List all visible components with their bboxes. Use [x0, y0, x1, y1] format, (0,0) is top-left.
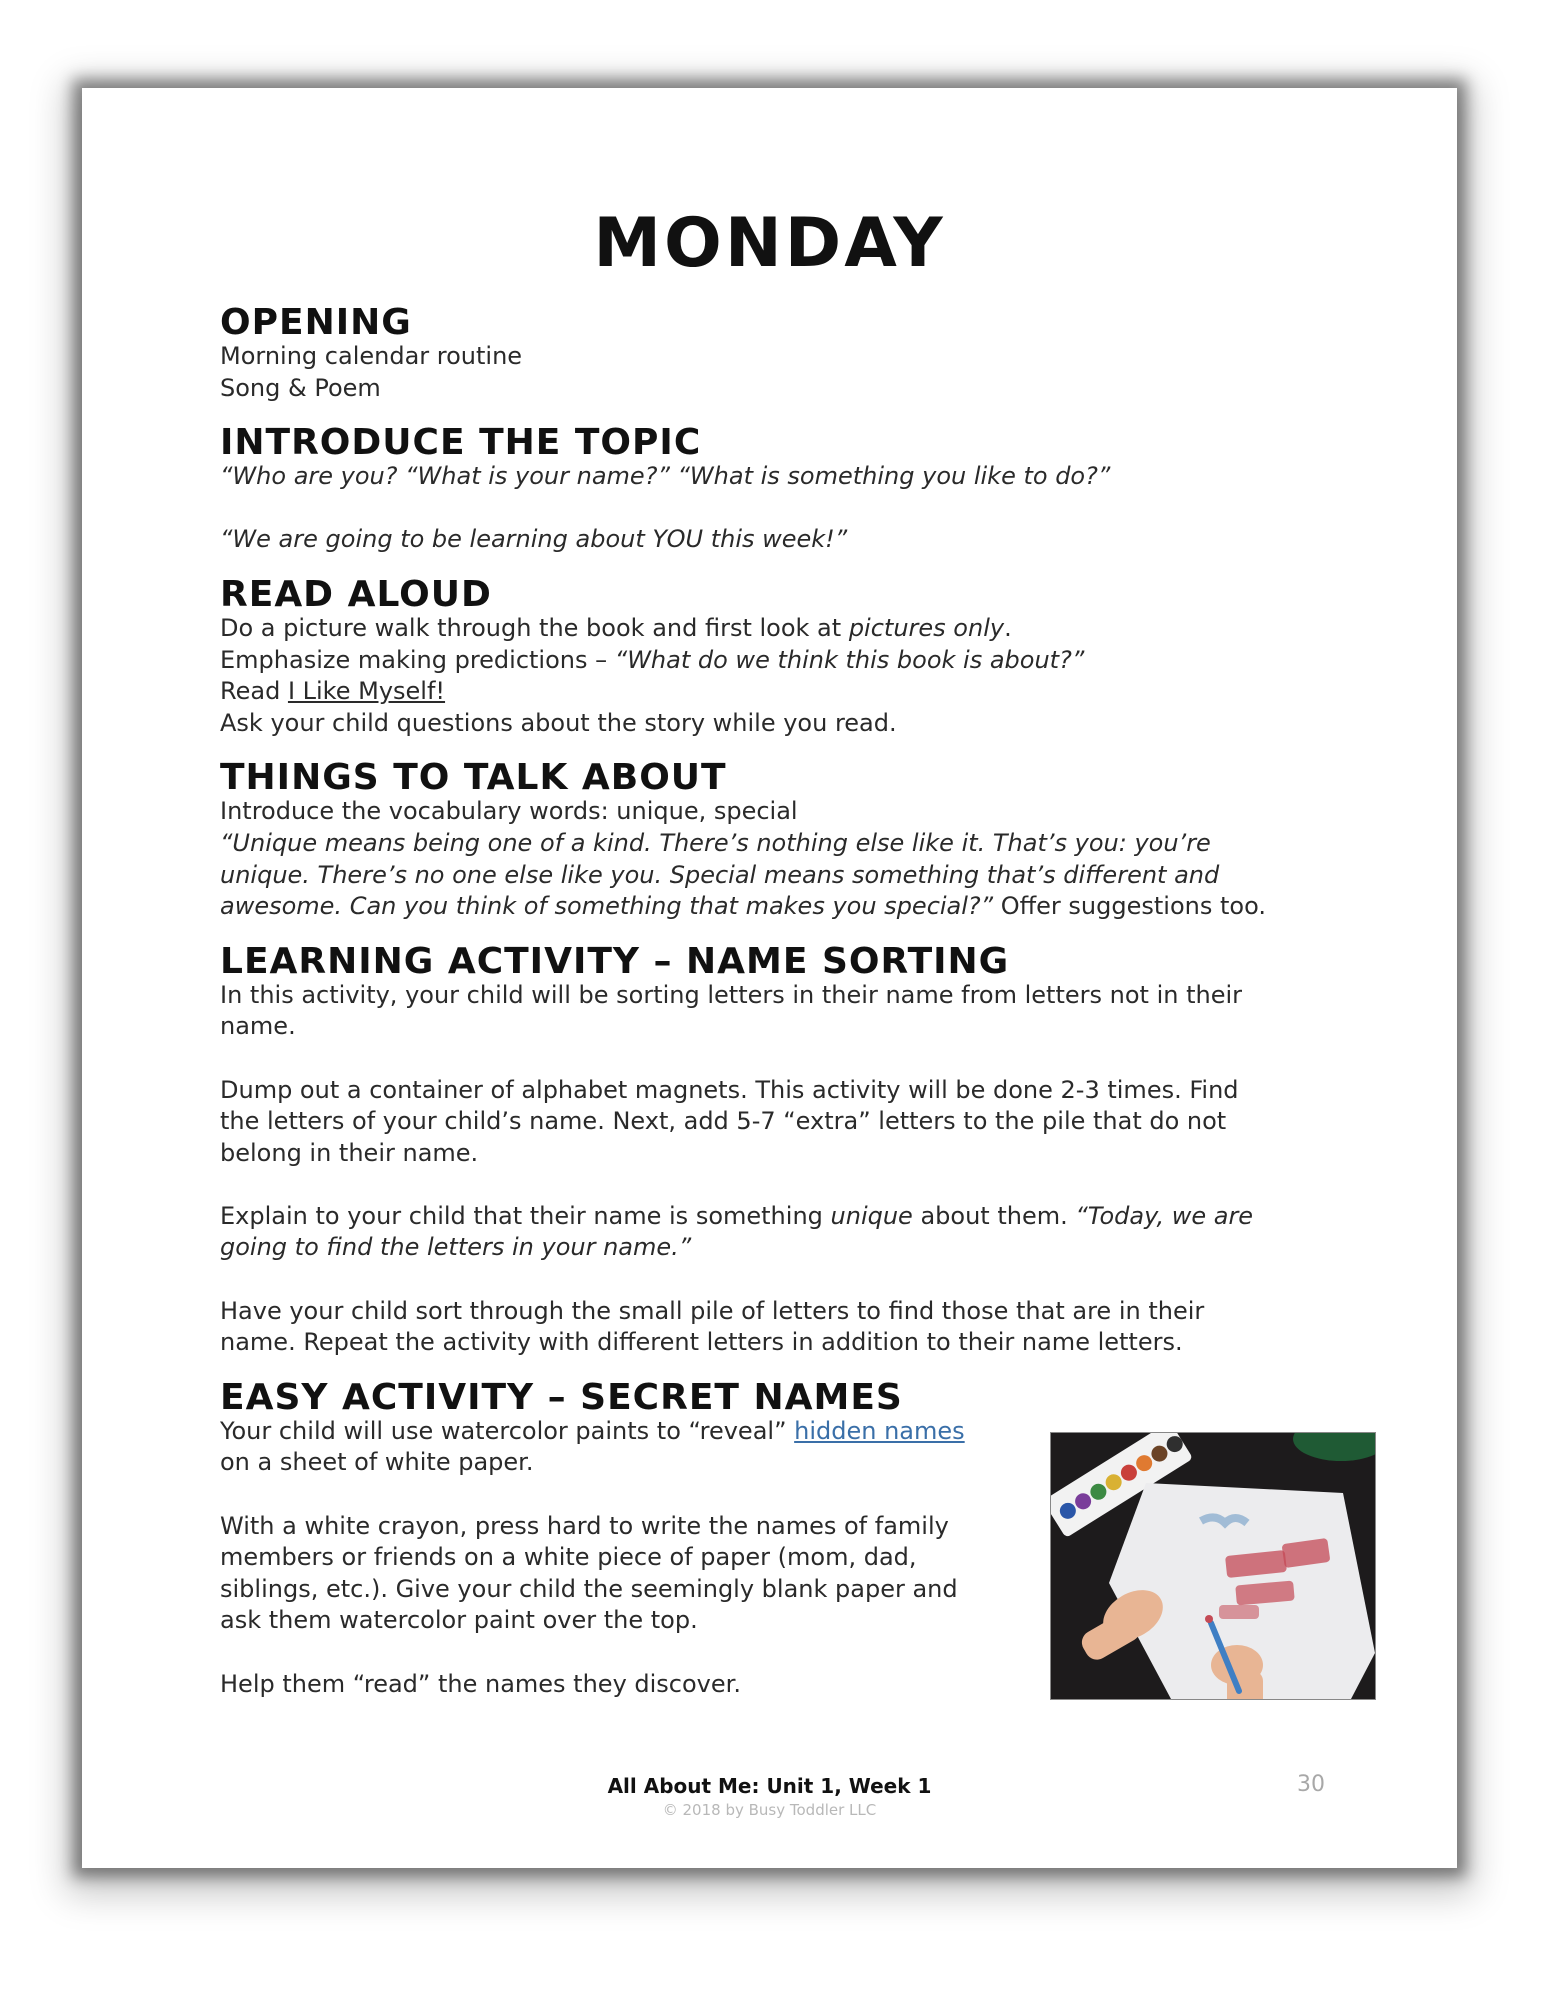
blank-line	[220, 1637, 1030, 1669]
section-heading: THINGS TO TALK ABOUT	[220, 757, 727, 799]
text-line	[220, 1106, 1350, 1138]
text-segment: pictures only	[848, 613, 1005, 642]
text-line	[220, 1669, 1030, 1701]
text-segment: members or friends on a white piece of paper (mom, dad,	[220, 1543, 917, 1572]
text-segment: “We are going to be learning about YOU this week!”	[220, 525, 848, 554]
text-line	[220, 1138, 1350, 1170]
text-segment: Your child will use watercolor paints to “reveal”	[220, 1416, 795, 1445]
text-segment: awesome. Can you think of something that makes you special?”	[220, 892, 994, 921]
text-segment: Offer suggestions too.	[993, 892, 1266, 921]
text-line	[220, 524, 1350, 556]
text-segment: In this activity, your child will be sorting letters in their name from letters not in their	[220, 980, 1242, 1009]
text-segment: Read	[220, 677, 288, 706]
section-1	[220, 424, 1350, 556]
text-segment: “Today, we are	[1075, 1201, 1254, 1230]
section-heading: LEARNING ACTIVITY – NAME SORTING	[220, 940, 1010, 982]
text-line	[220, 891, 1350, 923]
text-line	[220, 461, 1350, 493]
section-heading: READ ALOUD	[220, 573, 492, 615]
text-segment: belong in their name.	[220, 1138, 479, 1167]
section-3	[220, 759, 1350, 922]
blank-line	[220, 1043, 1350, 1075]
text-line	[220, 1574, 1030, 1606]
text-line	[220, 1511, 1030, 1543]
text-segment: Explain to your child that their name is something	[220, 1201, 831, 1230]
text-line	[220, 676, 1350, 708]
text-segment: Morning calendar routine	[220, 342, 523, 370]
blank-line	[220, 1479, 1030, 1511]
text-line	[220, 645, 1350, 677]
text-line	[220, 1416, 1030, 1448]
text-segment: With a white crayon, press hard to write the names of family	[220, 1511, 949, 1540]
text-segment: the letters of your child’s name. Next, add 5-7 “extra” letters to the pile that do not	[220, 1107, 1227, 1136]
section-4	[220, 940, 1350, 1359]
text-segment: .	[1004, 613, 1012, 642]
text-segment: about them.	[912, 1201, 1076, 1230]
text-line	[220, 1232, 1350, 1264]
text-line	[220, 980, 1350, 1012]
watercolor-painting-photo	[1050, 1432, 1376, 1700]
text-line	[220, 1296, 1350, 1328]
section-heading: INTRODUCE THE TOPIC	[220, 422, 702, 464]
document-page	[82, 88, 1457, 1868]
footer-copyright: © 2018 by Busy Toddler LLC	[662, 1801, 877, 1819]
text-segment: Ask your child questions about the story while you read.	[220, 708, 897, 737]
text-line	[220, 1605, 1030, 1637]
text-line	[220, 1201, 1350, 1233]
text-segment: name.	[220, 1012, 296, 1041]
text-segment: siblings, etc.). Give your child the seemingly blank paper and	[220, 1574, 958, 1603]
text-segment: Introduce the vocabulary words: unique, special	[220, 797, 798, 826]
text-segment: name. Repeat the activity with different letters in addition to their name letters.	[220, 1328, 1183, 1357]
text-segment: Do a picture walk through the book and first look at	[220, 613, 849, 642]
text-line	[220, 341, 1350, 373]
text-segment: “Who are you? “What is your name?” “What is something you like to do?”	[220, 462, 1111, 491]
section-0	[220, 304, 1350, 404]
text-segment: going to find the letters in your name.”	[220, 1233, 692, 1262]
section-2	[220, 573, 1350, 739]
text-line	[220, 1447, 1030, 1479]
page-number: 30	[1297, 1772, 1325, 1797]
text-segment: Emphasize making predictions –	[220, 645, 615, 674]
text-segment: ask them watercolor paint over the top.	[220, 1606, 698, 1635]
blank-line	[220, 1169, 1350, 1201]
section-heading: OPENING	[220, 302, 412, 343]
blank-line	[220, 1264, 1350, 1296]
text-line	[220, 708, 1350, 740]
text-line	[220, 1542, 1030, 1574]
hidden-names-link[interactable]: hidden names	[794, 1416, 965, 1445]
blank-line	[220, 493, 1350, 525]
text-line	[220, 613, 1350, 645]
text-line	[220, 1075, 1350, 1107]
text-line	[220, 373, 1350, 405]
text-line	[220, 860, 1350, 892]
text-segment: Song & Poem	[220, 373, 381, 402]
text-segment: Help them “read” the names they discover.	[220, 1669, 741, 1698]
text-segment: “Unique means being one of a kind. There’s nothing else like it. That’s you: you’re	[220, 828, 1211, 857]
text-segment: “What do we think this book is about?”	[614, 645, 1085, 674]
page-title: MONDAY	[593, 204, 946, 283]
text-line	[220, 1011, 1350, 1043]
text-segment: on a sheet of white paper.	[220, 1448, 534, 1477]
text-segment: unique. There’s no one else like you. Special means something that’s different and	[220, 860, 1220, 889]
footer-title: All About Me: Unit 1, Week 1	[607, 1774, 932, 1798]
section-heading: EASY ACTIVITY – SECRET NAMES	[220, 1376, 903, 1418]
book-title: I Like Myself!	[287, 677, 446, 706]
text-segment: Have your child sort through the small pile of letters to find those that are in their	[220, 1296, 1205, 1325]
text-segment: Dump out a container of alphabet magnets. This activity will be done 2-3 times. Find	[220, 1075, 1239, 1104]
text-line	[220, 796, 1350, 828]
watercolor-painting-illustration	[1051, 1433, 1375, 1699]
text-line	[220, 1327, 1350, 1359]
text-line	[220, 828, 1350, 860]
text-segment: unique	[830, 1201, 913, 1230]
